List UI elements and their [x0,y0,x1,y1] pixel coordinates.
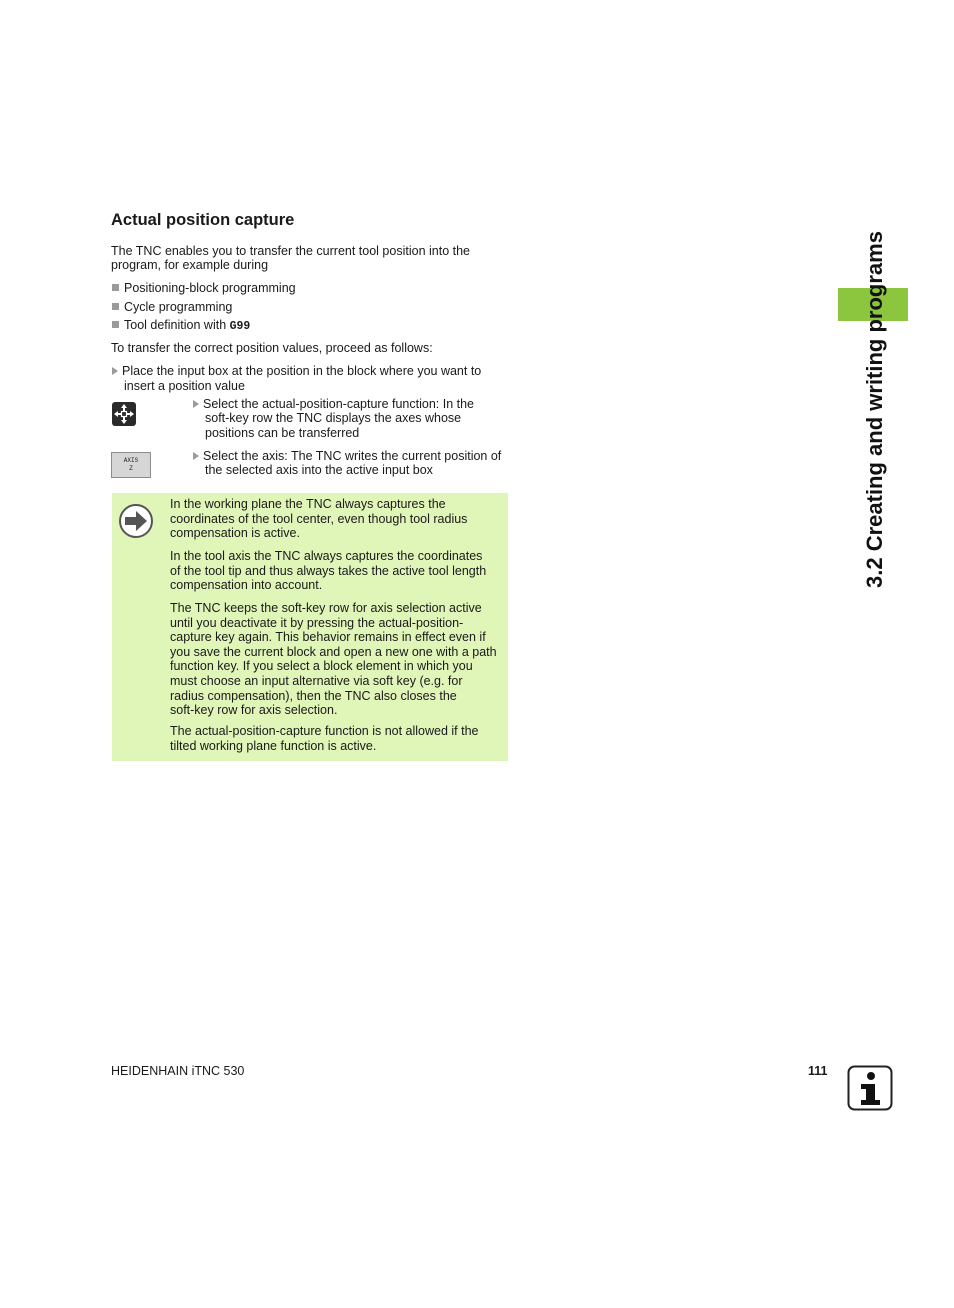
intro-line-2: program, for example during [111,258,269,272]
note-paragraph-4: The actual-position-capture function is not allowed if the tilted working plane function is active. [170,724,479,753]
list-item: Cycle programming [112,300,232,315]
page-number: 111 [808,1064,828,1078]
code-g99: G99 [229,320,251,333]
triangle-bullet-icon [112,367,118,375]
square-bullet-icon [112,284,119,291]
list-item: Positioning-block programming [112,281,296,296]
step-3-line-1: Select the axis: The TNC writes the current position of [193,449,501,464]
note-paragraph-1: In the working plane the TNC always captures the coordinates of the tool center, even though tool radius compensation is active. [170,497,468,541]
axis-z-softkey: AXIS Z [111,452,151,478]
step-3-line-2: the selected axis into the active input box [205,463,433,477]
list-item: Tool definition with G99 [112,318,250,335]
triangle-bullet-icon [193,452,199,460]
proceed-text: To transfer the correct position values, proceed as follows: [111,341,433,355]
triangle-bullet-icon [193,400,199,408]
square-bullet-icon [112,303,119,310]
note-paragraph-2: In the tool axis the TNC always captures the coordinates of the tool tip and thus always takes the active tool length compensation into account. [170,549,487,593]
step-2-line-1: Select the actual-position-capture function: In the [193,397,474,412]
step-1-line-2: insert a position value [124,379,245,393]
step-2-line-2: soft-key row the TNC displays the axes whose [205,411,462,425]
note-paragraph-3: The TNC keeps the soft-key row for axis selection active until you deactivate it by pressing the actual-position- capture key again. This behavior remains in effect even if you save the current block and open a new one with a path function key. If you select a block element in which you must choose an input alternative via soft key (e.g. for radius compensation), then the TNC also closes the soft-key row for axis selection. [170,601,497,718]
section-heading: Actual position capture [111,211,295,229]
step-2-line-3: positions can be transferred [205,426,360,440]
step-1-line-1: Place the input box at the position in the block where you want to [112,364,481,379]
intro-line-1: The TNC enables you to transfer the current tool position into the [111,244,470,258]
arrow-right-icon [118,503,154,539]
square-bullet-icon [112,321,119,328]
chapter-title: 3.2 Creating and writing programs [862,231,887,588]
info-icon [847,1065,893,1111]
footer-product: HEIDENHAIN iTNC 530 [111,1064,245,1078]
actual-position-capture-icon [112,402,136,426]
